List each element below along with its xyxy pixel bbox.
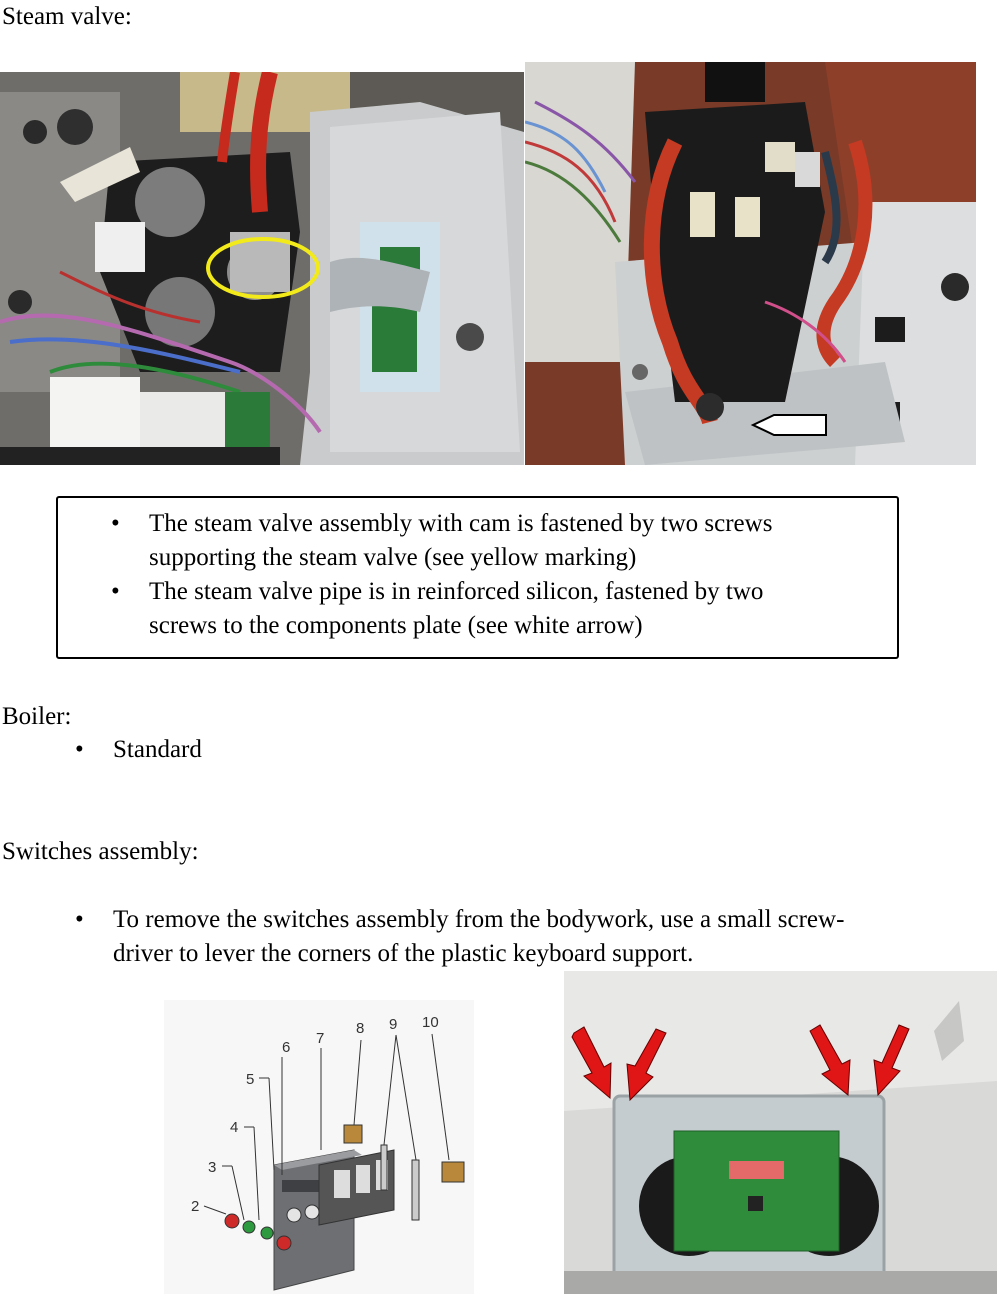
callout-8: 8	[356, 1020, 365, 1037]
note-line: The steam valve assembly with cam is fastened by two screws	[149, 510, 773, 537]
keyboard-support-photo	[564, 971, 997, 1294]
boiler-heading: Boiler:	[2, 703, 72, 730]
note-line: The steam valve pipe is in reinforced silicon, fastened by two	[149, 578, 764, 605]
switches-line: driver to lever the corners of the plastic keyboard support.	[113, 940, 694, 967]
switches-line: To remove the switches assembly from the bodywork, use a small screw-	[113, 906, 845, 933]
callout-2: 2	[191, 1198, 200, 1215]
steam-valve-assembly-photo	[0, 72, 524, 465]
callout-7: 7	[316, 1030, 325, 1047]
boiler-item-label: Standard	[113, 736, 202, 763]
callout-3: 3	[208, 1159, 217, 1176]
switches-exploded-diagram	[164, 1000, 474, 1294]
callout-10: 10	[422, 1014, 439, 1031]
switches-heading: Switches assembly:	[2, 838, 199, 865]
callout-4: 4	[230, 1119, 239, 1136]
callout-6: 6	[282, 1039, 291, 1056]
steam-valve-notes-box	[56, 496, 899, 659]
callout-5: 5	[246, 1071, 255, 1088]
note-line: supporting the steam valve (see yellow marking)	[149, 544, 637, 571]
callout-9: 9	[389, 1016, 398, 1033]
steam-valve-heading: Steam valve:	[2, 3, 132, 30]
note-item: • The steam valve pipe is in reinforced silicon, fastened by two screws to the components plate (see white arrow)	[149, 575, 772, 643]
note-line: screws to the components plate (see white arrow)	[149, 612, 643, 639]
steam-valve-pipe-photo	[525, 62, 976, 465]
note-item: • The steam valve assembly with cam is fastened by two screws supporting the steam valve (see yellow marking)	[149, 507, 772, 575]
switches-item: • To remove the switches assembly from the bodywork, use a small screw- driver to lever the corners of the plastic keyboard support.	[113, 903, 844, 971]
boiler-item: • Standard	[75, 736, 202, 763]
